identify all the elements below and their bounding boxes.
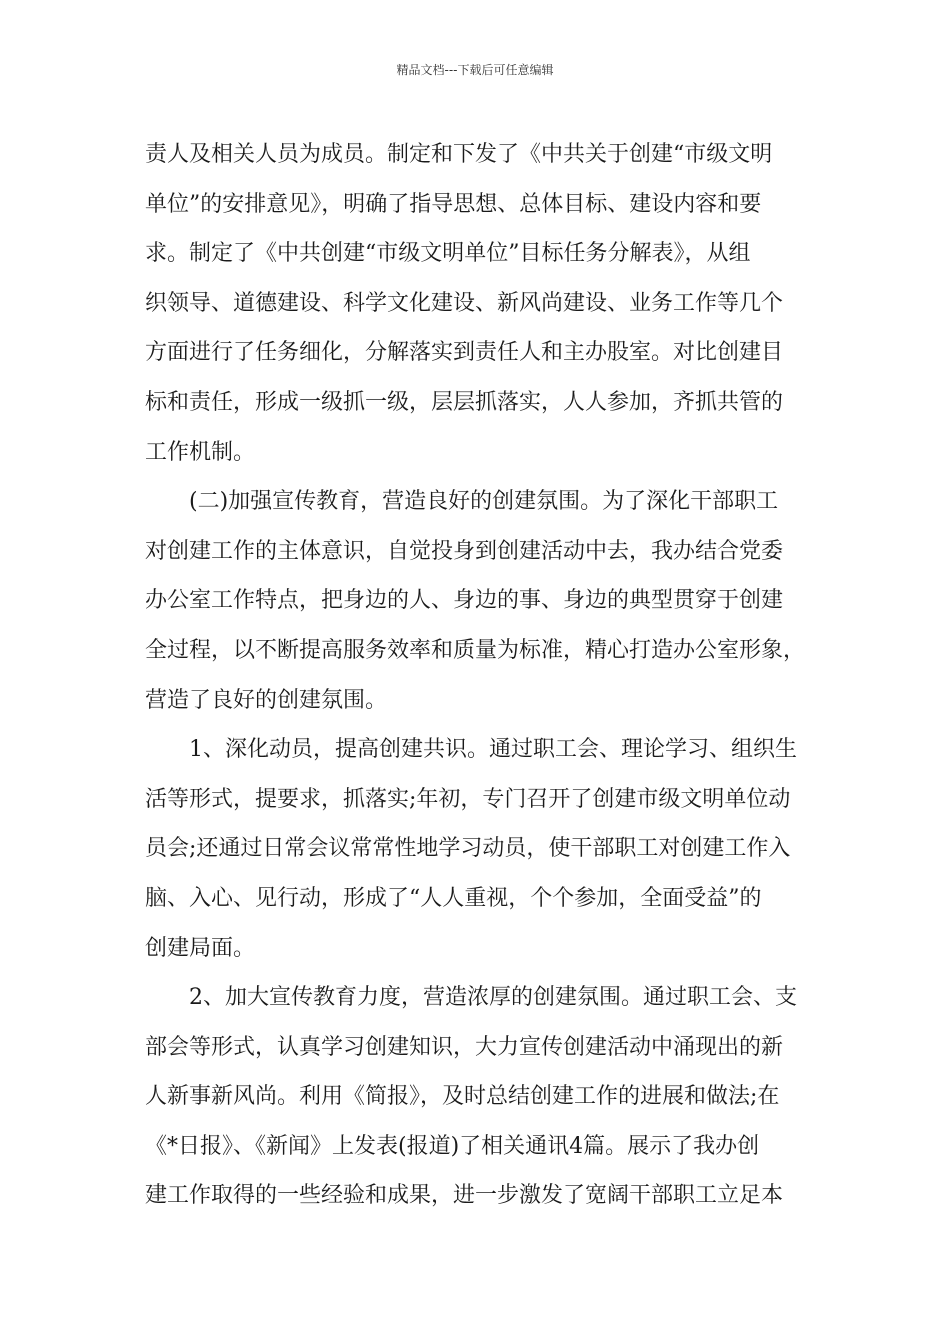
- paragraph-3-line-3: 员会;还通过日常会议常常性地学习动员，使干部职工对创建工作入: [145, 836, 791, 862]
- paragraph-4-line-4: 《*日报》、《新闻》上发表(报道)了相关通讯4篇。展示了我办创: [145, 1133, 760, 1159]
- paragraph-3-line-5: 创建局面。: [145, 935, 256, 961]
- paragraph-2-line-1: (二)加强宣传教育，营造良好的创建氛围。为了深化干部职工: [189, 489, 779, 515]
- document-body: [145, 130, 825, 1221]
- paragraph-2-line-4: 全过程，以不断提高服务效率和质量为标准，精心打造办公室形象，: [145, 637, 806, 663]
- page-header: 精品文档---下载后可任意编辑: [396, 63, 554, 77]
- paragraph-2-line-2: 对创建工作的主体意识，自觉投身到创建活动中去，我办结合党委: [145, 538, 784, 564]
- paragraph-1-line-2: 单位”的安排意见》，明确了指导思想、总体目标、建设内容和要: [145, 191, 762, 217]
- paragraph-1-line-5: 方面进行了任务细化，分解落实到责任人和主办股室。对比创建目: [145, 340, 784, 366]
- paragraph-4-line-3: 人新事新风尚。利用《简报》，及时总结创建工作的进展和做法;在: [145, 1084, 780, 1110]
- paragraph-4-line-2: 部会等形式，认真学习创建知识，大力宣传创建活动中涌现出的新: [145, 1034, 784, 1060]
- paragraph-4-line-5: 建工作取得的一些经验和成果，进一步激发了宽阔干部职工立足本: [145, 1183, 784, 1209]
- paragraph-3-line-2: 活等形式，提要求，抓落实;年初，专门召开了创建市级文明单位动: [145, 786, 791, 812]
- paragraph-2-line-3: 办公室工作特点，把身边的人、身边的事、身边的典型贯穿于创建: [145, 588, 784, 614]
- paragraph-1-line-1: 责人及相关人员为成员。制定和下发了《中共关于创建“市级文明: [145, 142, 773, 167]
- paragraph-2-line-5: 营造了良好的创建氛围。: [145, 687, 388, 713]
- paragraph-1-line-7: 工作机制。: [145, 439, 256, 465]
- paragraph-4-line-1: 2、加大宣传教育力度，营造浓厚的创建氛围。通过职工会、支: [189, 985, 797, 1011]
- paragraph-1-line-4: 织领导、道德建设、科学文化建设、新风尚建设、业务工作等几个: [145, 290, 784, 316]
- paragraph-3-line-1: 1、深化动员，提高创建共识。通过职工会、理论学习、组织生: [189, 737, 797, 763]
- paragraph-1-line-3: 求。制定了《中共创建“市级文明单位”目标任务分解表》，从组: [145, 241, 751, 267]
- paragraph-1-line-6: 标和责任，形成一级抓一级，层层抓落实，人人参加，齐抓共管的: [145, 389, 784, 415]
- paragraph-3-line-4: 脑、入心、见行动，形成了“人人重视，个个参加，全面受益”的: [145, 885, 762, 911]
